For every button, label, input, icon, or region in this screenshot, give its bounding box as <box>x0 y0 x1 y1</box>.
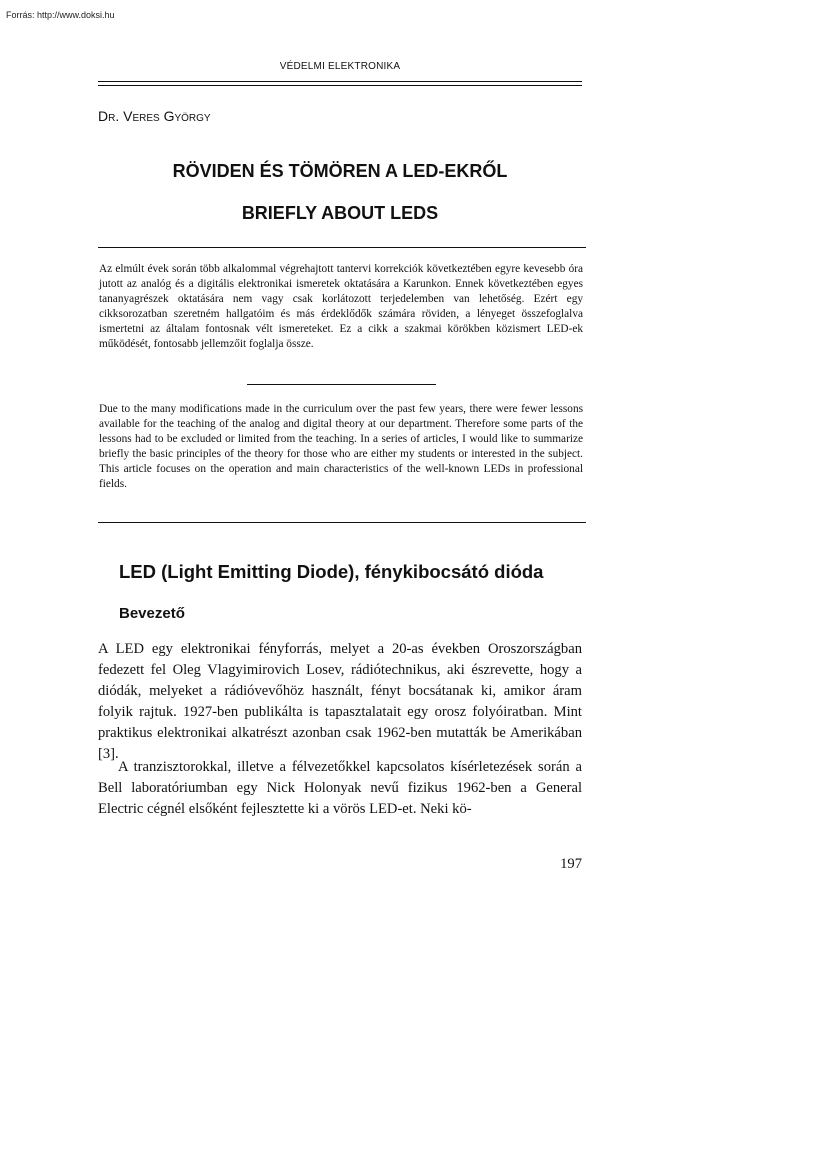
abstract-bottom-rule <box>98 522 586 523</box>
subsection-title: Bevezető <box>119 605 185 622</box>
running-header: VÉDELMI ELEKTRONIKA <box>279 61 401 72</box>
title-hungarian: RÖVIDEN ÉS TÖMÖREN A LED-EKRŐL <box>172 161 508 181</box>
abstract-english: Due to the many modifications made in the curriculum over the past few years, there were fewer lessons available for the teaching of the analog and digital theory at our department. Therefore some parts of the lessons had to be excluded or limited from the teaching. In a series of articles, I would like to summarize briefly the basic principles of the theory for those who are either my students or interested in the subject. This article focuses on the operation and main characteristics of the well-known LEDs in professional fields. <box>99 403 583 490</box>
source-url: Forrás: http://www.doksi.hu <box>6 10 115 20</box>
header-rule-bottom <box>98 85 582 86</box>
title-english: BRIEFLY ABOUT LEDS <box>241 203 439 223</box>
body-paragraph: A LED egy elektronikai fényforrás, melyet a 20-as években Oroszországban fedezett fel Oleg Vlagyimirovich Losev, rádiótechnikus, aki észrevette, hogy a diódák, melyeket a rádióvevőhöz használt, fényt bocsátanak ki, amikor áram folyik rajtuk. 1927-ben publikálta is tapasztalatait egy orosz folyóiratban. Mint praktikus elektronikai alkatrészt azonban csak 1962-ben mutatták be Amerikában [3]. <box>98 641 582 763</box>
page-number: 197 <box>560 856 582 872</box>
abstract-hungarian: Az elmúlt évek során több alkalommal végrehajtott tantervi korrekciók következtében egyre kevesebb óra jutott az analóg és a digitális elektronikai ismeretek oktatására a Karunkon. Ennek következtében egyes tananyagrészek oktatására nem vagy csak korlátozott terjedelemben van lehetőség. Ezért egy cikksorozatban szeretném hallgatóim és más érdeklődők számára röviden, a lényeget összefoglalva ismertetni az általam fontosnak vélt ismereteket. Ez a cikk a szakmai körökben közismert LED-ek működését, fontosabb jellemzőit foglalja össze. <box>99 263 583 350</box>
body-paragraph: A tranzisztorokkal, illetve a félvezetőkkel kapcsolatos kísérletezések során a Bell laboratóriumban egy Nick Holonyak nevű fizikus 1962-ben a General Electric cégnél elsőként fejlesztette ki a vörös LED-et. Neki kö- <box>98 759 582 818</box>
header-rule-top <box>98 81 582 82</box>
abstract-separator <box>247 384 436 385</box>
section-title: LED (Light Emitting Diode), fénykibocsátó dióda <box>119 561 544 582</box>
abstract-top-rule <box>98 247 586 248</box>
author-name: Dr. Veres György <box>98 108 211 124</box>
